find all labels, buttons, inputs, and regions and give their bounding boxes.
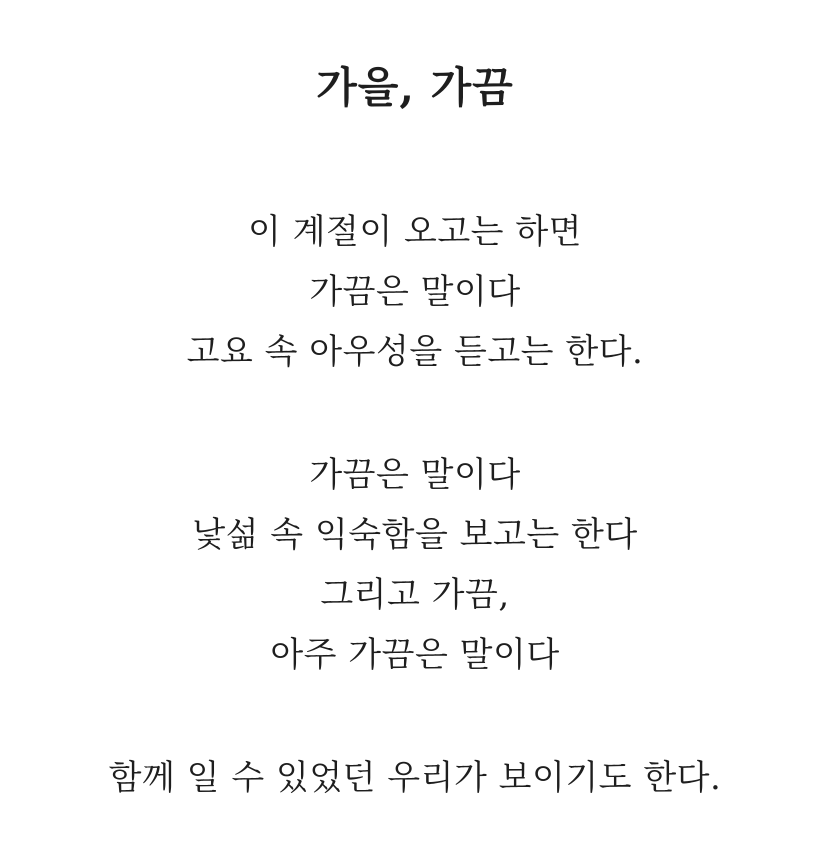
poem-stanza-1 — [0, 202, 830, 382]
poem-stanza-2 — [0, 445, 830, 685]
poem-line: 가끔은 말이다 — [309, 272, 521, 312]
poem-line: 이 계절이 오고는 하면 — [247, 212, 583, 252]
poem-line: 낯섦 속 익숙함을 보고는 한다 — [192, 515, 638, 555]
poem-title: 가을, 가끔 — [316, 63, 514, 112]
poem-line: 아주 가끔은 말이다 — [270, 635, 560, 675]
poem-stanza-3 — [0, 748, 830, 808]
poem-line: 함께 일 수 있었던 우리가 보이기도 한다. — [108, 758, 722, 798]
poem-line: 그리고 가끔, — [320, 575, 510, 615]
poem-line: 가끔은 말이다 — [309, 455, 521, 495]
poem-line: 고요 속 아우성을 듣고는 한다. — [186, 332, 644, 372]
